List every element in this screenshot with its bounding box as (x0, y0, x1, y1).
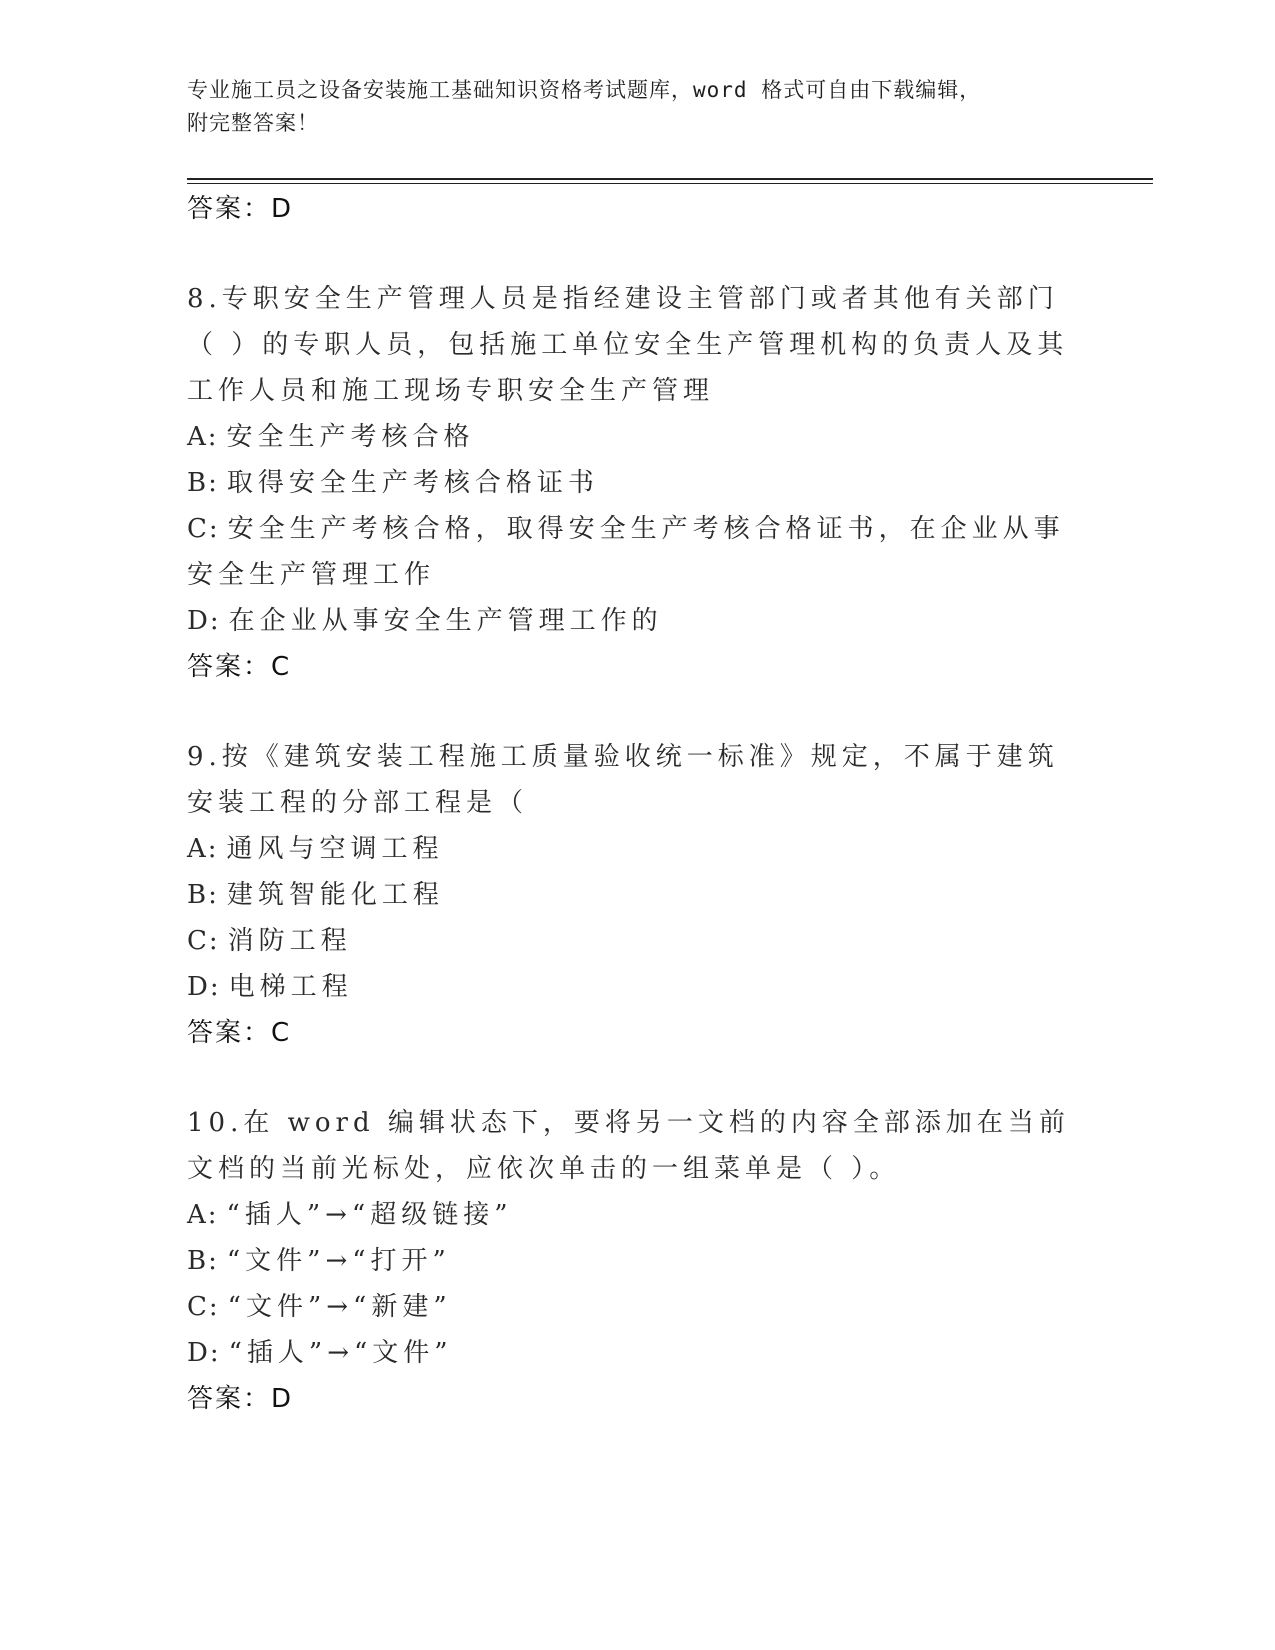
question-8 (187, 276, 1087, 690)
option-letter: B: (187, 880, 219, 910)
question-9 (187, 734, 1087, 1056)
option-text: 安全生产考核合格 (226, 422, 475, 452)
option-letter: D: (187, 606, 221, 636)
option-b (187, 460, 1087, 506)
answer: 答案：D (187, 1384, 294, 1414)
document-body (187, 186, 1087, 1422)
option-text: “文件”→“新建” (227, 1292, 452, 1322)
option-text: 通风与空调工程 (226, 834, 444, 864)
option-c (187, 506, 1087, 598)
option-letter: A: (187, 1200, 219, 1230)
option-letter: B: (187, 1246, 219, 1276)
option-text: 消防工程 (227, 926, 352, 956)
question-text: 8.专职安全生产管理人员是指经建设主管部门或者其他有关部门（ ）的专职人员，包括施工单位安全生产管理机构的负责人及其工作人员和施工现场专职安全生产管理 (187, 284, 1069, 406)
option-a (187, 414, 1087, 460)
document-header (187, 74, 1067, 140)
option-text: “插人”→“超级链接” (226, 1200, 513, 1230)
option-letter: D: (187, 972, 221, 1002)
option-a (187, 826, 1087, 872)
option-c (187, 918, 1087, 964)
option-letter: D: (187, 1338, 221, 1368)
option-letter: C: (187, 926, 220, 956)
answer: 答案：C (187, 1018, 292, 1048)
option-a (187, 1192, 1087, 1238)
question-text: 9.按《建筑安装工程施工质量验收统一标准》规定，不属于建筑安装工程的分部工程是（ (187, 742, 1059, 818)
header-line-2: 附完整答案！ (187, 111, 319, 135)
question-10 (187, 1100, 1087, 1422)
option-text: 建筑智能化工程 (226, 880, 444, 910)
option-b (187, 1238, 1087, 1284)
option-text: 安全生产考核合格，取得安全生产考核合格证书，在企业从事安全生产管理工作 (187, 514, 1065, 590)
previous-answer: 答案：D (187, 194, 294, 224)
option-letter: C: (187, 1292, 220, 1322)
option-letter: B: (187, 468, 219, 498)
header-line-1: 专业施工员之设备安装施工基础知识资格考试题库，word 格式可自由下载编辑， (187, 78, 982, 102)
option-d (187, 598, 1087, 644)
option-text: “文件”→“打开” (226, 1246, 451, 1276)
option-c (187, 1284, 1087, 1330)
answer: 答案：C (187, 652, 292, 682)
option-d (187, 1330, 1087, 1376)
option-b (187, 872, 1087, 918)
option-letter: A: (187, 422, 219, 452)
option-text: “插人”→“文件” (228, 1338, 453, 1368)
question-text: 10.在 word 编辑状态下，要将另一文档的内容全部添加在当前文档的当前光标处，应依次单击的一组菜单是（ ）。 (187, 1108, 1070, 1184)
option-letter: A: (187, 834, 219, 864)
header-divider-thick (187, 178, 1153, 180)
option-text: 在企业从事安全生产管理工作的 (228, 606, 663, 636)
header-divider-thin (187, 183, 1153, 184)
option-letter: C: (187, 514, 220, 544)
option-text: 电梯工程 (228, 972, 353, 1002)
option-text: 取得安全生产考核合格证书 (226, 468, 599, 498)
option-d (187, 964, 1087, 1010)
